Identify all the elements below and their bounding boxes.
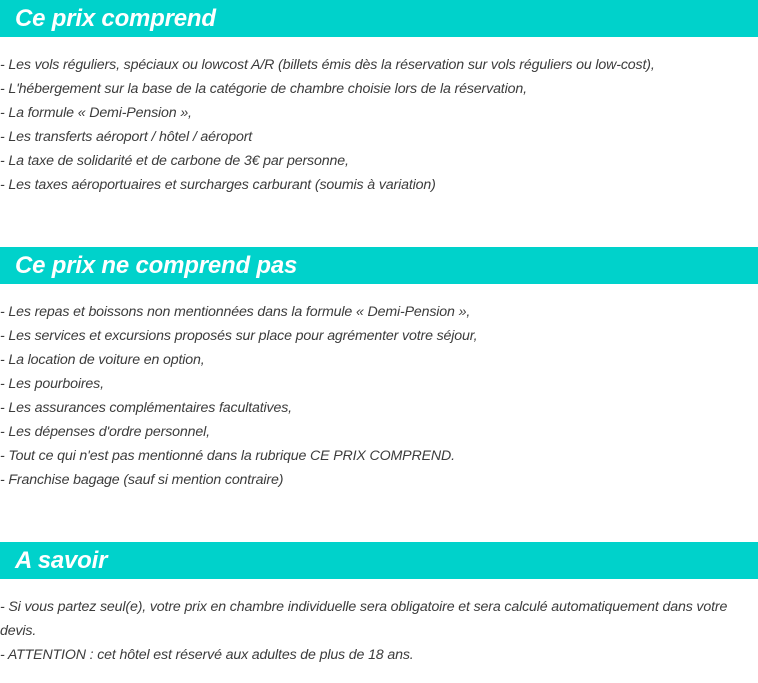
section-header-good-to-know: A savoir (0, 542, 758, 579)
list-item: - Les dépenses d'ordre personnel, (0, 424, 210, 440)
list-item: - L'hébergement sur la base de la catégorie de chambre choisie lors de la réservation, (0, 81, 527, 97)
list-item: - Les vols réguliers, spéciaux ou lowcost A/R (billets émis dès la réservation sur vols réguliers ou low-cost), (0, 57, 655, 73)
list-item: - Si vous partez seul(e), votre prix en chambre individuelle sera obligatoire et sera calculé automatiquement dans votre devis. (0, 599, 728, 639)
good-to-know-list (0, 595, 758, 667)
section-header-price-includes: Ce prix comprend (0, 0, 758, 37)
list-item: - Les transferts aéroport / hôtel / aéroport (0, 129, 253, 145)
list-item: - La taxe de solidarité et de carbone de 3€ par personne, (0, 153, 349, 169)
list-item: - Franchise bagage (sauf si mention contraire) (0, 472, 284, 488)
list-item: - Tout ce qui n'est pas mentionné dans la rubrique CE PRIX COMPREND. (0, 448, 455, 464)
list-item: - Les pourboires, (0, 376, 104, 392)
list-item: - Les services et excursions proposés sur place pour agrémenter votre séjour, (0, 328, 478, 344)
list-item: - La location de voiture en option, (0, 352, 205, 368)
price-includes-list (0, 53, 758, 197)
section-header-price-excludes: Ce prix ne comprend pas (0, 247, 758, 284)
price-excludes-list (0, 300, 758, 492)
list-item: - La formule « Demi-Pension », (0, 105, 192, 121)
list-item: - ATTENTION : cet hôtel est réservé aux adultes de plus de 18 ans. (0, 647, 414, 663)
list-item: - Les taxes aéroportuaires et surcharges carburant (soumis à variation) (0, 177, 436, 193)
list-item: - Les repas et boissons non mentionnées dans la formule « Demi-Pension », (0, 304, 471, 320)
list-item: - Les assurances complémentaires facultatives, (0, 400, 292, 416)
